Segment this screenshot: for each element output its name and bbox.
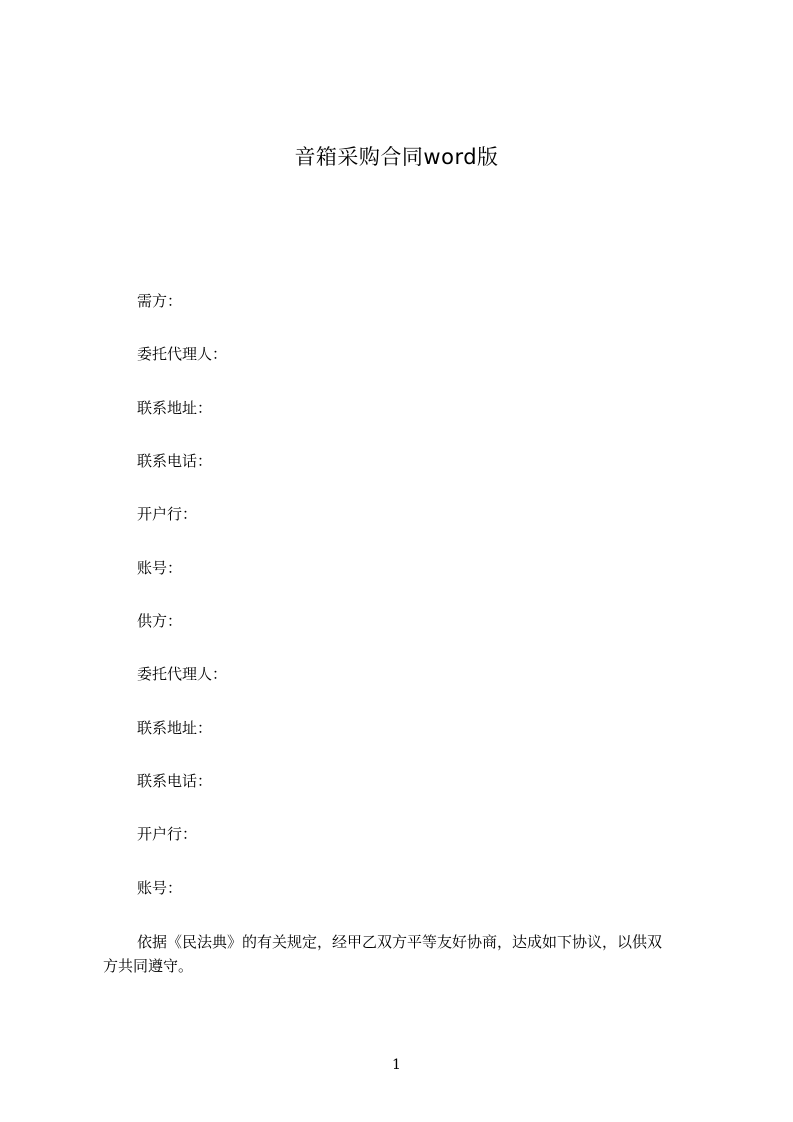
buyer-address-label: 联系地址： xyxy=(137,399,213,417)
intro-line-2: 方共同遵守。 xyxy=(103,957,194,975)
buyer-bank-label: 开户行： xyxy=(137,505,198,523)
buyer-account-label: 账号： xyxy=(137,559,183,577)
supplier-phone-label: 联系电话： xyxy=(137,772,213,790)
supplier-account-label: 账号： xyxy=(137,879,183,897)
supplier-bank-label: 开户行： xyxy=(137,825,198,843)
supplier-address-label: 联系地址： xyxy=(137,719,213,737)
page-number: 1 xyxy=(392,1057,401,1073)
buyer-party-label: 需方： xyxy=(137,292,183,310)
buyer-phone-label: 联系电话： xyxy=(137,452,213,470)
document-title: 音箱采购合同word版 xyxy=(294,145,499,169)
buyer-agent-label: 委托代理人： xyxy=(137,345,228,363)
intro-line-1: 依据《民法典》的有关规定，经甲乙双方平等友好协商，达成如下协议，以供双 xyxy=(137,933,663,951)
intro-paragraph xyxy=(103,930,713,978)
supplier-party-label: 供方： xyxy=(137,612,183,630)
supplier-agent-label: 委托代理人： xyxy=(137,665,228,683)
